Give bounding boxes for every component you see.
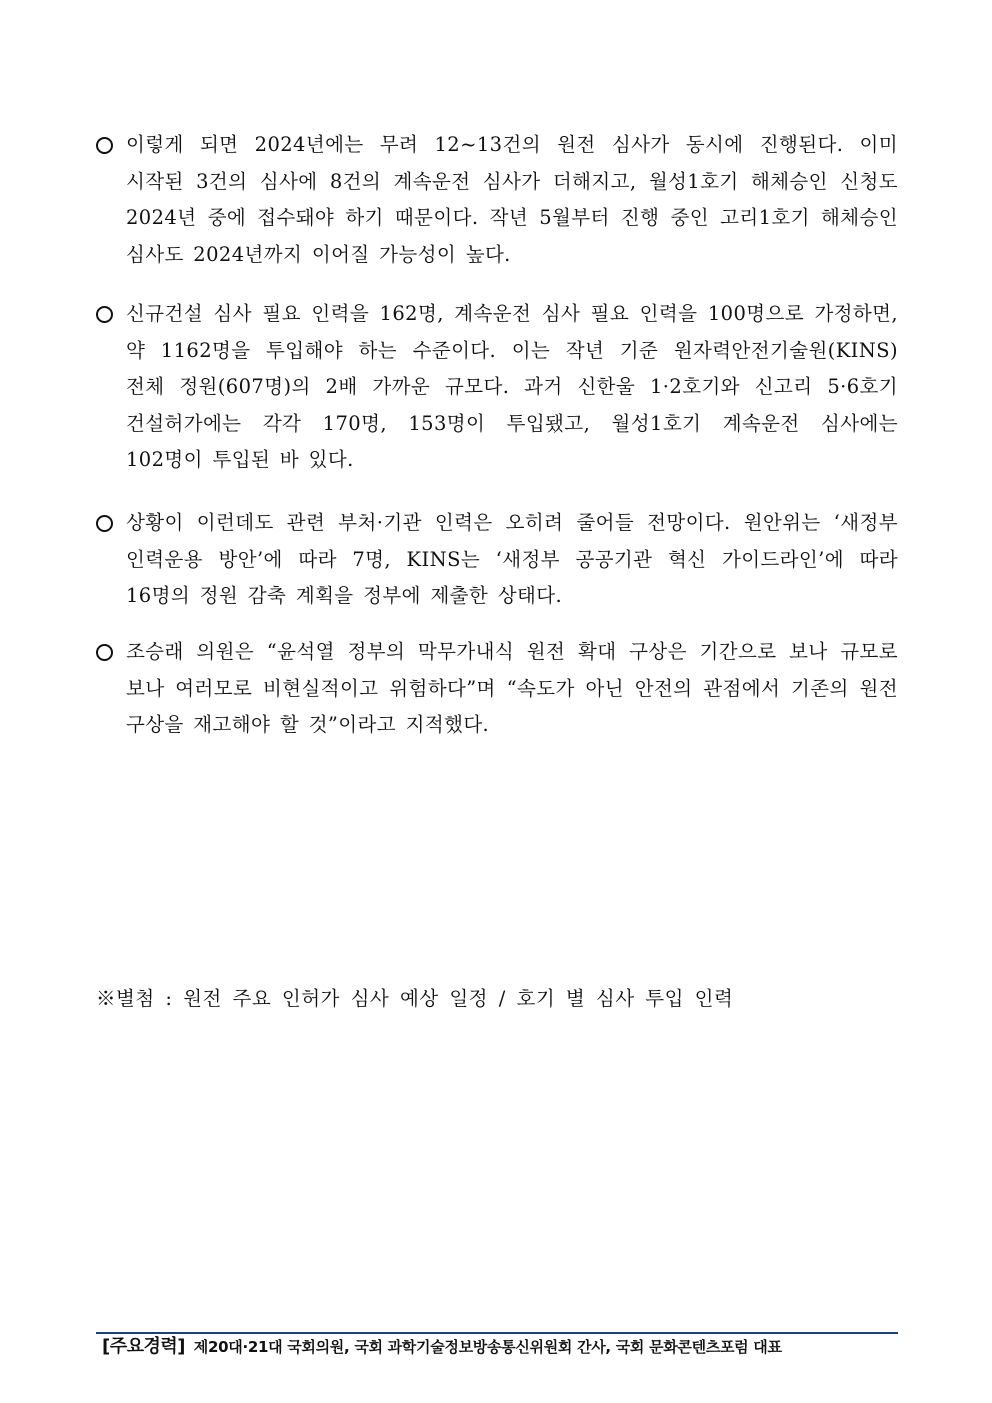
paragraph-text: 조승래 의원은 “윤석열 정부의 막무가내식 원전 확대 구상은 기간으로 보나 규모로 보나 여러모로 비현실적이고 위험하다”며 “속도가 아닌 안전의 관점에서 기존의 원전 구상을 재고해야 할 것”이라고 지적했다. <box>126 640 898 736</box>
circle-bullet-icon <box>96 127 126 163</box>
bullet-paragraph <box>96 296 898 479</box>
attachment-note: ※별첨 : 원전 주요 인허가 심사 예상 일정 / 호기 별 심사 투입 인력 <box>96 987 734 1010</box>
paragraph-text: 이렇게 되면 2024년에는 무려 12~13건의 원전 심사가 동시에 진행된다. 이미 시작된 3건의 심사에 8건의 계속운전 심사가 더해지고, 월성1호기 해체승인 신청도 2024년 중에 접수돼야 하기 때문이다. 작년 5월부터 진행 중인 고리1호기 해체승인 심사도 2024년까지 이어질 가능성이 높다. <box>126 133 898 266</box>
career-label: [주요경력] <box>102 1336 186 1357</box>
circle-bullet-icon <box>96 505 126 541</box>
paragraph-text: 상황이 이런데도 관련 부처·기관 인력은 오히려 줄어들 전망이다. 원안위는 ‘새정부 인력운용 방안’에 따라 7명, KINS는 ‘새정부 공공기관 혁신 가이드라인’에 따라 16명의 정원 감축 계획을 정부에 제출한 상태다. <box>126 511 898 607</box>
bullet-paragraph <box>96 634 898 744</box>
career-footer <box>102 1335 782 1359</box>
circle-bullet-icon <box>96 634 126 670</box>
paragraph-text: 신규건설 심사 필요 인력을 162명, 계속운전 심사 필요 인력을 100명으로 가정하면, 약 1162명을 투입해야 하는 수준이다. 이는 작년 기준 원자력안전기술원(KINS) 전체 정원(607명)의 2배 가까운 규모다. 과거 신한울 1·2호기와 신고리 5·6호기 건설허가에는 각각 170명, 153명이 투입됐고, 월성1호기 계속운전 심사에는 102명이 투입된 바 있다. <box>126 302 898 471</box>
footer-divider <box>96 1332 898 1334</box>
bullet-paragraph <box>96 127 898 273</box>
circle-bullet-icon <box>96 296 126 332</box>
career-content: 제20대·21대 국회의원, 국회 과학기술정보방송통신위원회 간사, 국회 문화콘텐츠포럼 대표 <box>193 1338 782 1356</box>
bullet-paragraph <box>96 505 898 615</box>
